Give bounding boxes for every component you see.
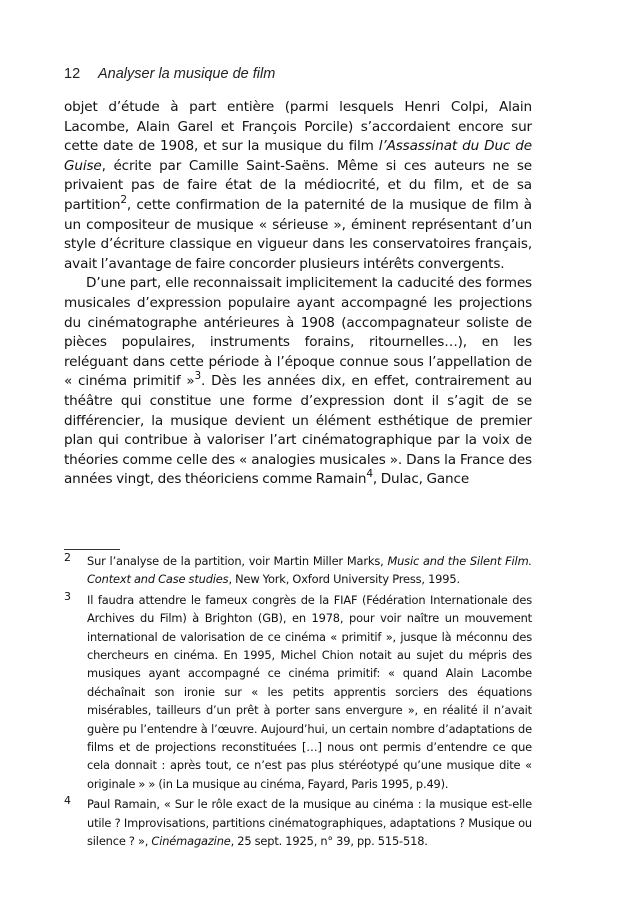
footnote-4: [64, 795, 532, 850]
page-number: 12: [64, 66, 81, 82]
text-run: , Dulac, Gance: [372, 471, 470, 488]
text-run: , New York, Oxford University Press, 1995.: [228, 572, 460, 587]
text-run: Sur l’analyse de la partition, voir Martin Miller Marks,: [87, 554, 388, 568]
footnote-number: 2: [64, 551, 71, 564]
footnote-number: 3: [64, 589, 71, 603]
running-header: [64, 66, 275, 82]
text-run: , cette confirmation de la paternité de la musique de film à un compositeur de musique « sérieuse », éminent représentant d’un style d’écriture classique en vigueur dans les conservatoires français, avait l’avantage de faire concorder plusieurs intérêts convergents.: [64, 196, 532, 272]
text-run: D’une part, elle reconnaissait implicitement la caducité des formes musicales d’expression populaire ayant accompagné les projections du cinématographe antérieures à 1908 (accompagnateur soliste de pièces populaires, instruments forains, ritournelles…), en les reléguant dans cette période à l’époque connue sous l’appellation de « cinéma primitif »: [64, 275, 532, 390]
running-title: Analyser la musique de film: [98, 66, 276, 82]
footnote-number: 4: [64, 794, 71, 808]
text-run: . Dès les années dix, en effet, contrairement au théâtre qui constitue une forme d’expression dont il s’agit de se différencier, la musique devient un élément esthétique de premier plan qui contribue à valoriser l’art cinématographique par la voix de théories comme celle des « analogies musicales ». Dans la France des années vingt, des théoriciens comme Ramain: [64, 373, 532, 488]
footnote-2: [64, 552, 532, 589]
paragraph-1: [64, 98, 532, 274]
footnotes: [64, 552, 532, 853]
text-run: Paul Ramain, « Sur le rôle exact de la musique au cinéma : la musique est-elle utile ? Improvisations, partitions cinématographiques, adaptations ? Musique ou silence ? »,: [87, 797, 532, 849]
text-run: objet d’étude à part entière (parmi lesquels Henri Colpi, Alain Lacombe, Alain Garel et François Porcile) s’accordaient encore sur cette date de 1908, et sur la musique du film: [64, 99, 532, 155]
footnote-ref-4[interactable]: 4: [366, 468, 373, 481]
footnote-ref-3[interactable]: 3: [194, 370, 202, 383]
film-title: l’Assassinat du Duc de Guise: [64, 138, 532, 174]
text-run: , écrite par Camille Saint-Saëns. Même si ces auteurs ne se privaient pas de faire état de la médiocrité, et du film, et de sa partition: [64, 157, 532, 213]
body-text: [64, 98, 532, 490]
text-run: , 25 sept. 1925, n° 39, pp. 515-518.: [230, 834, 428, 849]
text-run: Il faudra attendre le fameux congrès de la FIAF (Fédération Internationale des Archives du Film) à Brighton (GB), en 1978, pour voir naître un mouvement international de valorisation de ce cinéma « primitif », jusque là méconnu des chercheurs en cinéma. En 1995, Michel Chion notait au sujet du mépris des musiques ayant accompagné ce cinéma primitif: « quand Alain Lacombe déchaînait son ironie sur « les petits apprentis sorciers des équations misérables, tailleurs d’un prêt à porter sans envergure », en réalité il n’avait guère pu l’entendre à l’œuvre. Aujourd’hui, un certain nombre d’adaptations de films et de projections reconstituées […] nous ont permis d’entendre ce que cela donnait : après tout, ce n’est pas plus stéréotypé qu’une musique dite « originale » » (in La musique au cinéma, Fayard, Paris 1995, p.49).: [87, 592, 532, 791]
book-title: Music and the Silent Film. Context and Case studies: [87, 554, 532, 587]
periodical-title: Cinémagazine: [151, 834, 231, 849]
footnote-3: [64, 591, 532, 793]
paragraph-2: [64, 274, 532, 490]
footnote-ref-2[interactable]: 2: [120, 193, 127, 206]
footnote-separator: [64, 549, 120, 550]
